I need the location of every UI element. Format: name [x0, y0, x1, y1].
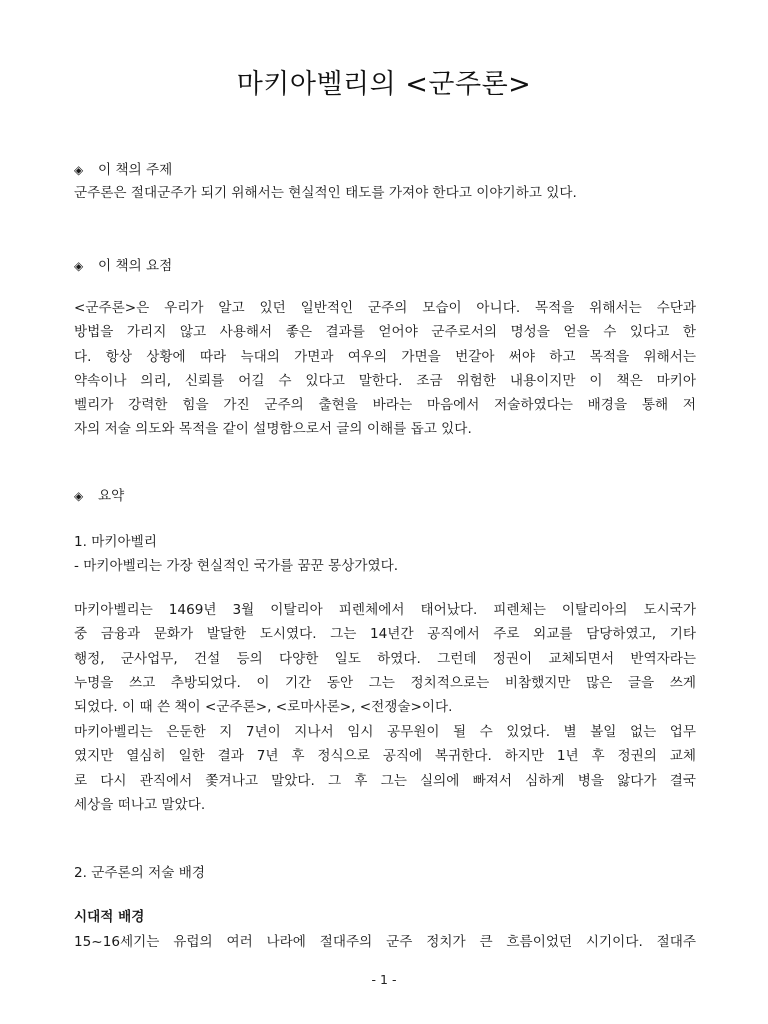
- subsection-background-title: 2. 군주론의 저술 배경: [74, 865, 205, 881]
- subsection-machiavelli: [74, 530, 696, 579]
- subsection-title: 1. 마키아벨리: [74, 534, 157, 550]
- diamond-bullet-icon: ◈: [74, 163, 84, 177]
- page-number: - 1 -: [371, 972, 397, 987]
- paragraph-line: 세상을 떠나고 말았다.: [74, 796, 206, 813]
- diamond-bullet-icon: ◈: [74, 489, 84, 503]
- paragraph-line: 였지만 열심히 일한 결과 7년 후 정식으로 공직에 복귀한다. 하지만 1년 후 정권의 교체: [74, 748, 696, 765]
- paragraph-line: 마키아벨리는 1469년 3월 이탈리아 피렌체에서 태어났다. 피렌체는 이탈리아의 도시국가: [74, 602, 696, 618]
- paragraph-line: 다. 항상 상황에 따라 늑대의 가면과 여우의 가면을 번갈아 써야 하고 목적을 위해서는: [74, 348, 696, 365]
- paragraph-line: 누명을 쓰고 추방되었다. 이 기간 동안 그는 정치적으로는 비참했지만 많은 글을 쓰게: [74, 674, 696, 691]
- document-title: 마키아벨리의 <군주론>: [236, 69, 532, 100]
- section-heading-point: [74, 256, 172, 276]
- section-point-paragraph: [74, 296, 696, 442]
- subsection-era-heading: 시대적 배경: [74, 909, 145, 925]
- summary-paragraph-1: [74, 598, 696, 719]
- section-heading-label: 요약: [98, 488, 125, 504]
- paragraph-line: <군주론>은 우리가 알고 있던 일반적인 군주의 모습이 아니다. 목적을 위해서는 수단과: [74, 300, 696, 316]
- paragraph-line: 로 다시 관직에서 쫓겨나고 말았다. 그 후 그는 실의에 빠져서 심하게 병을 앓다가 결국: [74, 772, 696, 789]
- paragraph-line: 행정, 군사업무, 건설 등의 다양한 일도 하였다. 그런데 정권이 교체되면서 반역자라는: [74, 650, 696, 667]
- section-heading-label: 이 책의 요점: [98, 258, 173, 274]
- section-heading-label: 이 책의 주제: [98, 162, 173, 178]
- paragraph-line: 방법을 가리지 않고 사용해서 좋은 결과를 얻어야 군주로서의 명성을 얻을 수 있다고 한: [74, 324, 696, 341]
- paragraph-line: 벨리가 강력한 힘을 가진 군주의 출현을 바라는 마음에서 저술하였다는 배경을 통해 저: [74, 397, 696, 414]
- section-heading-theme: [74, 160, 172, 180]
- paragraph-line: 자의 저술 의도와 목적을 같이 설명함으로서 글의 이해를 돕고 있다.: [74, 421, 472, 438]
- paragraph-line: 마키아벨리는 은둔한 지 7년이 지나서 임시 공무원이 될 수 있었다. 별 볼일 없는 업무: [74, 724, 696, 740]
- summary-paragraph-2: [74, 720, 696, 817]
- paragraph-line: 되었다. 이 때 쓴 책이 <군주론>, <로마사론>, <전쟁술>이다.: [74, 699, 453, 716]
- paragraph-line: 약속이나 의리, 신뢰를 어길 수 있다고 말한다. 조금 위험한 내용이지만 이 책은 마키아: [74, 372, 696, 389]
- section-theme-text: 군주론은 절대군주가 되기 위해서는 현실적인 태도를 가져야 한다고 이야기하고 있다.: [74, 185, 577, 201]
- section-heading-summary: [74, 486, 124, 506]
- subsection-tagline: - 마키아벨리는 가장 현실적인 국가를 꿈꾼 몽상가였다.: [74, 558, 399, 575]
- paragraph-line: 중 금융과 문화가 발달한 도시였다. 그는 14년간 공직에서 주로 외교를 담당하였고, 기타: [74, 626, 696, 643]
- paragraph-line: 15~16세기는 유럽의 여러 나라에 절대주의 군주 정치가 큰 흐름이었던 시기이다. 절대주: [74, 934, 696, 950]
- diamond-bullet-icon: ◈: [74, 259, 84, 273]
- summary-paragraph-3: [74, 930, 696, 954]
